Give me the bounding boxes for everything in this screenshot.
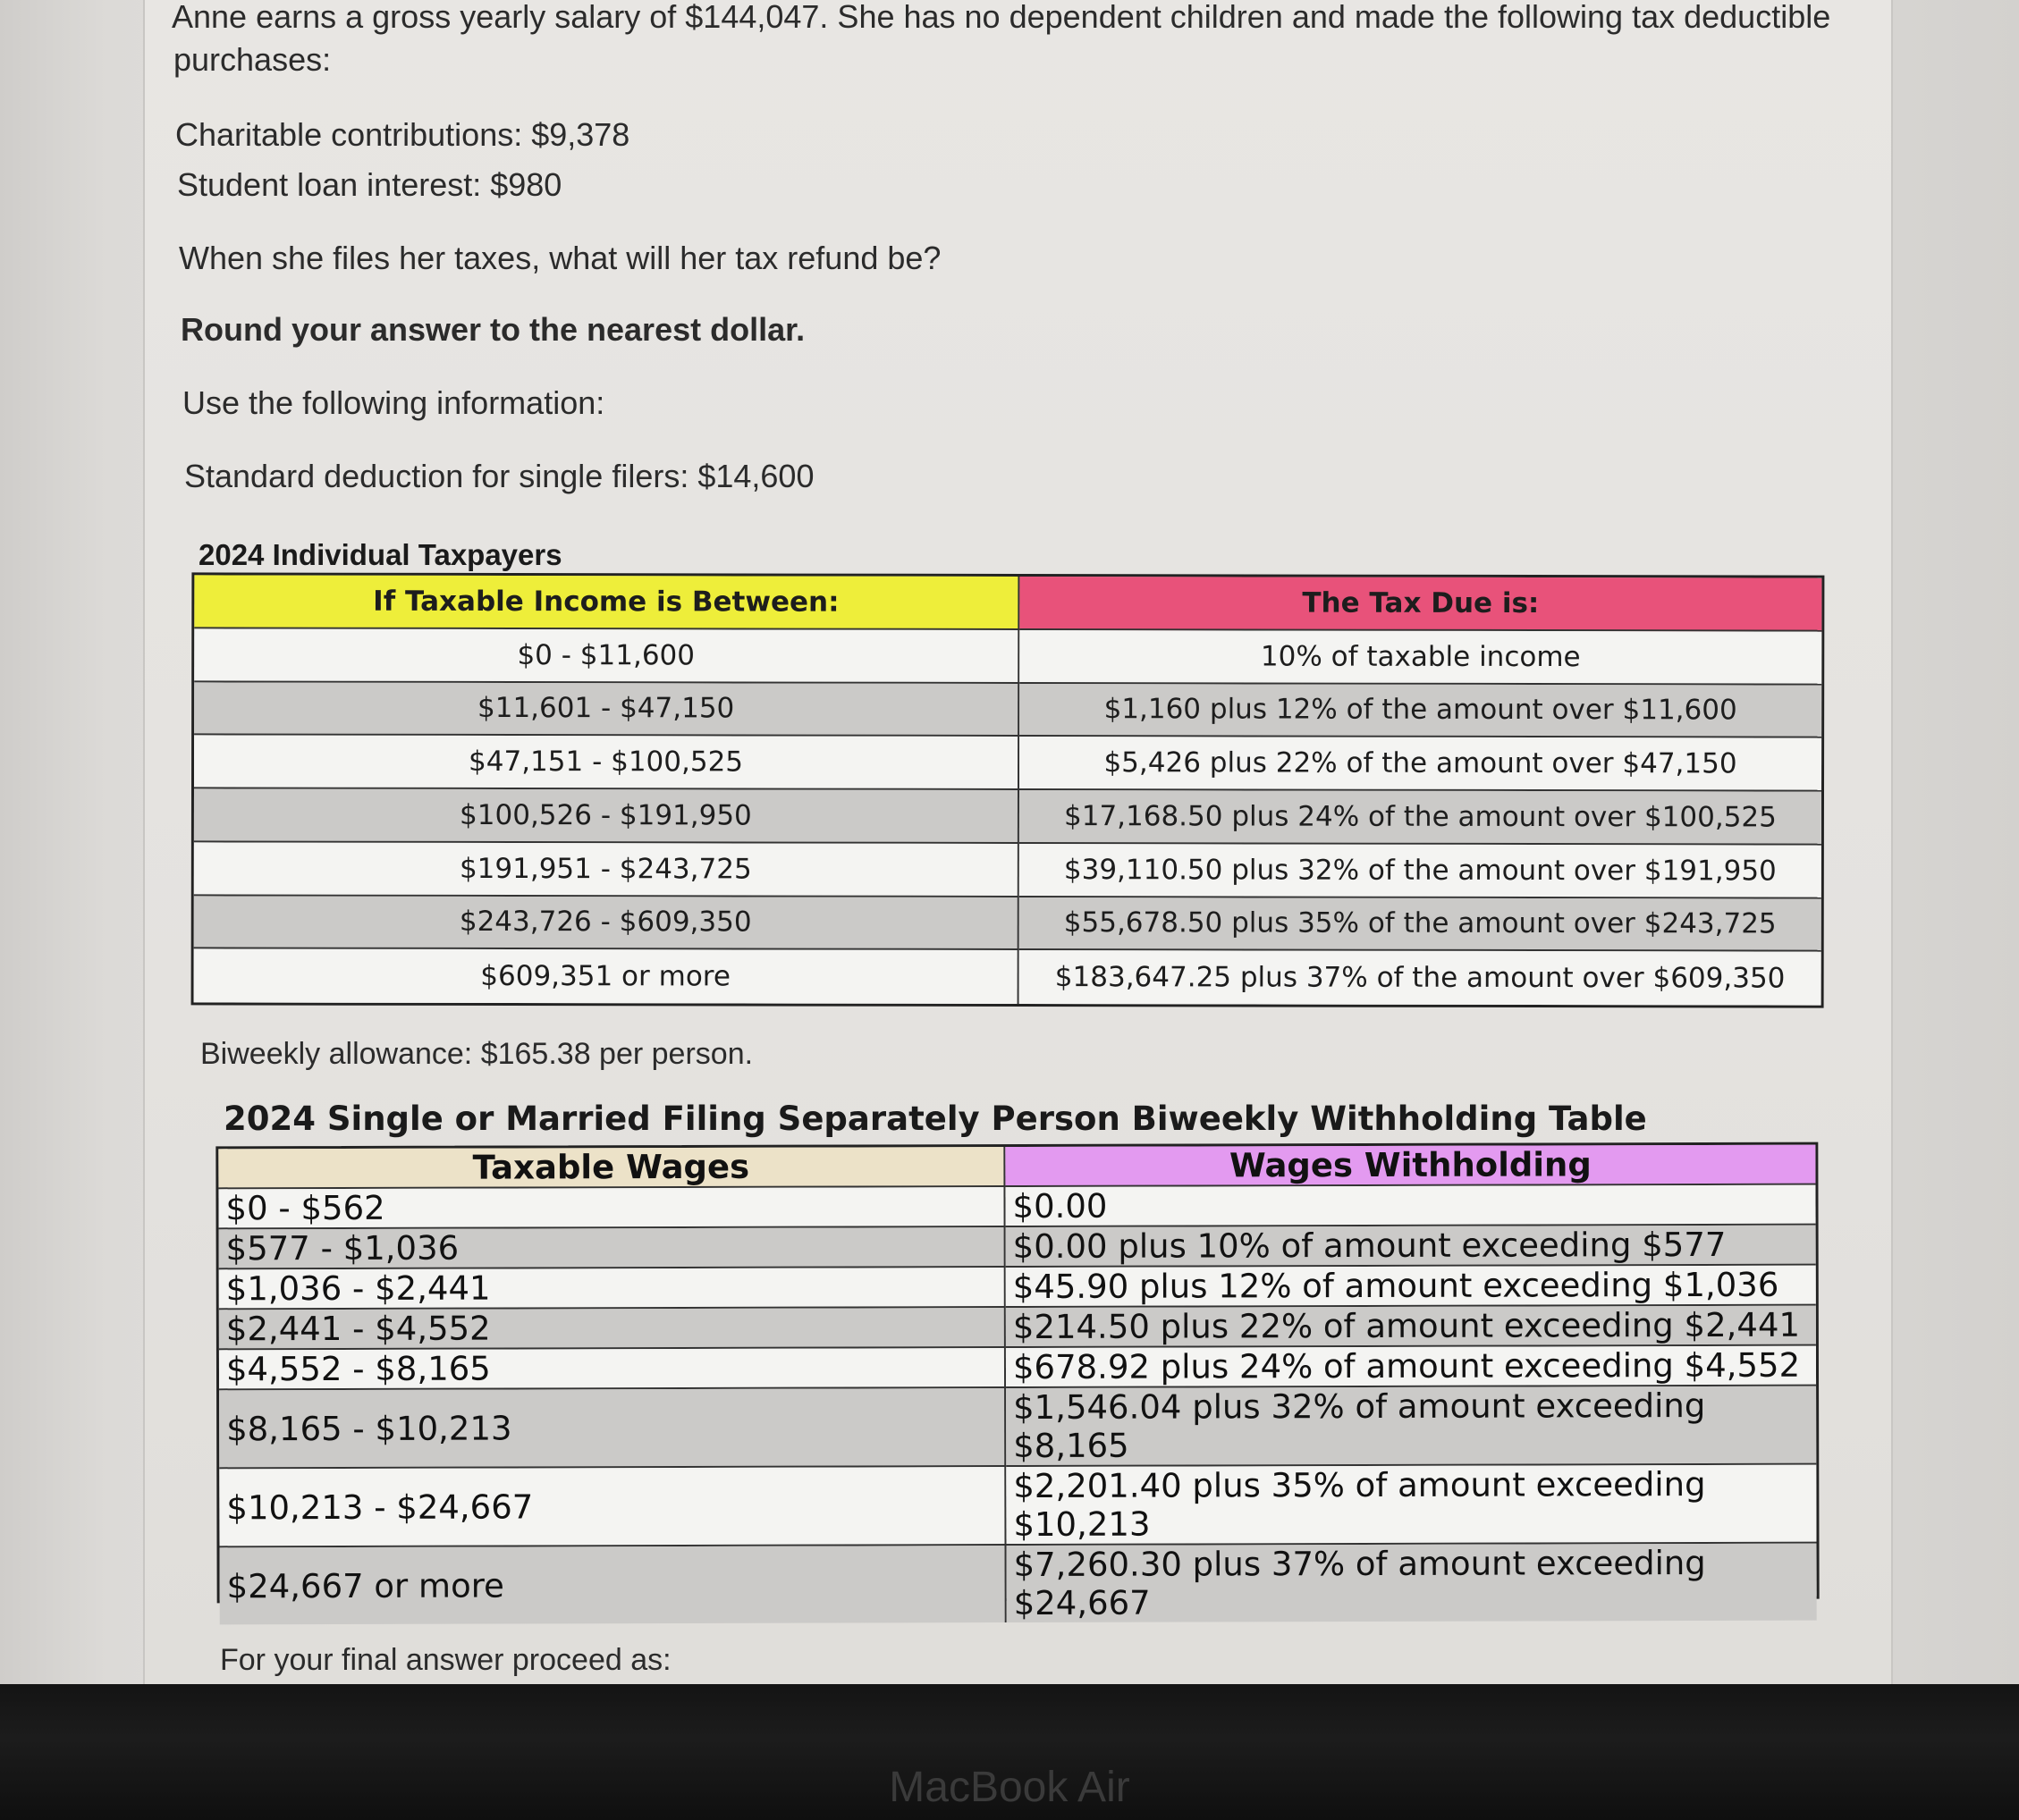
problem-line-2: purchases: <box>173 41 332 78</box>
rounding-instruction: Round your answer to the nearest dollar. <box>181 311 806 348</box>
withholding-cell-wages: $0 - $562 <box>218 1187 1005 1229</box>
problem-line-1: Anne earns a gross yearly salary of $144,047. She has no dependent children and made the following tax deductible <box>172 0 1831 35</box>
student-loan-interest: Student loan interest: $980 <box>177 166 562 203</box>
withholding-cell-wages: $1,036 - $2,441 <box>219 1268 1006 1310</box>
withholding-cell-amount: $0.00 plus 10% of amount exceeding $577 <box>1006 1226 1816 1268</box>
withholding-header-amount: Wages Withholding <box>1005 1145 1815 1187</box>
withholding-cell-amount: $678.92 plus 24% of amount exceeding $4,552 <box>1006 1346 1816 1388</box>
withholding-cell-wages: $8,165 - $10,213 <box>219 1388 1006 1469</box>
tax-table-cell-due: 10% of taxable income <box>1019 630 1821 685</box>
charitable-contributions: Charitable contributions: $9,378 <box>175 116 630 153</box>
tax-table-cell-income: $191,951 - $243,725 <box>194 842 1019 897</box>
tax-table-cell-due: $55,678.50 plus 35% of the amount over $243,725 <box>1019 897 1821 952</box>
tax-table-cell-due: $5,426 plus 22% of the amount over $47,150 <box>1019 737 1821 791</box>
tax-table-header-due: The Tax Due is: <box>1019 577 1821 631</box>
withholding-cell-amount: $7,260.30 plus 37% of amount exceeding $24,667 <box>1007 1544 1817 1622</box>
biweekly-allowance: Biweekly allowance: $165.38 per person. <box>200 1037 754 1071</box>
withholding-cell-wages: $2,441 - $4,552 <box>219 1308 1006 1350</box>
withholding-cell-amount: $0.00 <box>1005 1185 1815 1227</box>
withholding-cell-wages: $24,667 or more <box>220 1546 1007 1624</box>
use-info-text: Use the following information: <box>182 384 605 421</box>
question-text: When she files her taxes, what will her tax refund be? <box>179 240 942 276</box>
withholding-cell-amount: $1,546.04 plus 32% of amount exceeding $8,165 <box>1006 1386 1816 1467</box>
withholding-header-wages: Taxable Wages <box>218 1147 1005 1189</box>
question-page <box>143 0 1893 1684</box>
withholding-cell-wages: $577 - $1,036 <box>219 1227 1006 1269</box>
tax-bracket-table <box>191 572 1825 1007</box>
tax-table-title: 2024 Individual Taxpayers <box>199 538 562 571</box>
withholding-cell-amount: $45.90 plus 12% of amount exceeding $1,036 <box>1006 1266 1816 1308</box>
tax-table-cell-income: $47,151 - $100,525 <box>194 736 1019 790</box>
withholding-cell-wages: $4,552 - $8,165 <box>219 1348 1006 1390</box>
tax-table-cell-due: $39,110.50 plus 32% of the amount over $191,950 <box>1019 844 1821 898</box>
withholding-table-title: 2024 Single or Married Filing Separately Person Biweekly Withholding Table <box>224 1100 1647 1138</box>
withholding-cell-amount: $214.50 plus 22% of amount exceeding $2,441 <box>1006 1306 1816 1348</box>
tax-table-cell-income: $243,726 - $609,350 <box>194 896 1019 950</box>
withholding-cell-wages: $10,213 - $24,667 <box>219 1467 1006 1547</box>
tax-table-cell-income: $0 - $11,600 <box>194 628 1019 683</box>
tax-table-cell-income: $609,351 or more <box>194 949 1019 1004</box>
tax-table-cell-due: $1,160 plus 12% of the amount over $11,600 <box>1019 684 1821 738</box>
standard-deduction: Standard deduction for single filers: $14,600 <box>184 458 815 494</box>
tax-table-cell-income: $11,601 - $47,150 <box>194 682 1019 737</box>
tax-table-cell-income: $100,526 - $191,950 <box>194 788 1019 843</box>
tax-table-cell-due: $183,647.25 plus 37% of the amount over $609,350 <box>1019 950 1821 1005</box>
withholding-table <box>215 1142 1819 1623</box>
withholding-cell-amount: $2,201.40 plus 35% of amount exceeding $10,213 <box>1006 1465 1816 1546</box>
final-answer-instruction: For your final answer proceed as: <box>220 1643 672 1677</box>
bezel-brand-label: MacBook Air <box>889 1764 1130 1811</box>
tax-table-cell-due: $17,168.50 plus 24% of the amount over $100,525 <box>1019 790 1821 845</box>
tax-table-header-income: If Taxable Income is Between: <box>194 575 1019 629</box>
